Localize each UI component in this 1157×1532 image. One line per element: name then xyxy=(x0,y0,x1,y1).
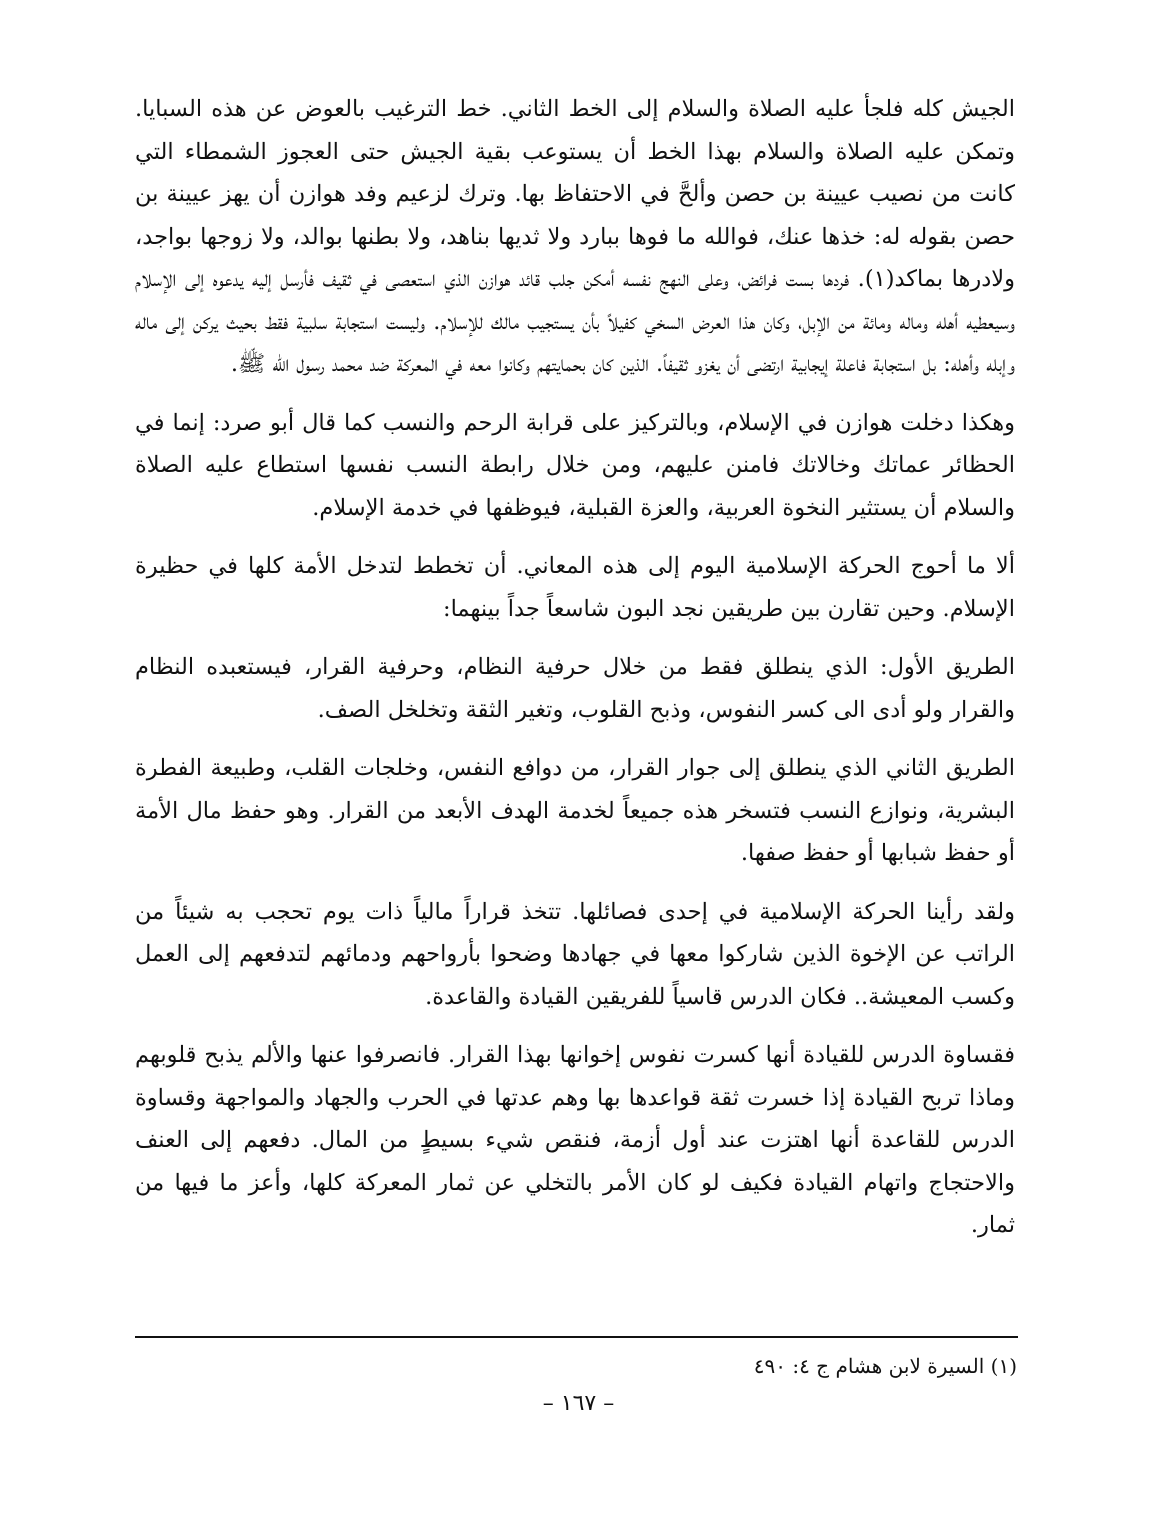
footnote-divider xyxy=(135,1336,1018,1338)
paragraph: ألا ما أحوج الحركة الإسلامية اليوم إلى هذه المعاني. أن تخطط لتدخل الأمة كلها في حظيرة الإسلام. وحين تقارن بين طريقين نجد البون شاسعاً جداً بينهما: xyxy=(135,553,1015,622)
page-body xyxy=(135,88,1015,1263)
paragraph: وهكذا دخلت هوازن في الإسلام، وبالتركيز على قرابة الرحم والنسب كما قال أبو صرد: إنما في الحظائر عماتك وخالاتك فامنن عليهم، ومن خلال رابطة النسب نفسها استطاع عليه الصلاة والسلام أن يستثير النخوة العربية، والعزة القبلية، فيوظفها في خدمة الإسلام. xyxy=(135,409,1015,521)
footnote: (١) السيرة لابن هشام ج ٤: ٤٩٠ xyxy=(753,1354,1017,1378)
paragraph: الطريق الثاني الذي ينطلق إلى جوار القرار، من دوافع النفس، وخلجات القلب، وطبيعة الفطرة البشرية، ونوازع النسب فتسخر هذه جميعاً لخدمة الهدف الأبعد من القرار. وهو حفظ مال الأمة أو حفظ شبابها أو حفظ صفها. xyxy=(135,755,1015,866)
paragraph: فقساوة الدرس للقيادة أنها كسرت نفوس إخوانها بهذا القرار. فانصرفوا عنها والألم يذبح قلوبهم وماذا تربح القيادة إذا خسرت ثقة قواعدها بها وهم عدتها في الحرب والجهاد والمواجهة وقساوة الدرس للقاعدة أنها اهتزت عند أول أزمة، فنقص شيء بسيطٍ من المال. دفعهم إلى العنف والاحتجاج واتهام القيادة فكيف لو كان الأمر بالتخلي عن ثمار المعركة كلها، وأعز ما فيها من ثمار. xyxy=(135,1042,1015,1238)
paragraph: ولقد رأينا الحركة الإسلامية في إحدى فصائلها. تتخذ قراراً مالياً ذات يوم تحجب به شيئاً من الراتب عن الإخوة الذين شاركوا معها في جهادها وضحوا بأرواحهم ودمائهم لتدفعهم إلى العمل وكسب المعيشة.. فكان الدرس قاسياً للفريقين القيادة والقاعدة. xyxy=(135,898,1015,1010)
paragraph: الطريق الأول: الذي ينطلق فقط من خلال حرفية النظام، وحرفية القرار، فيستعبده النظام والقرار ولو أدى الى كسر النفوس، وذبح القلوب، وتغير الثقة وتخلخل الصف. xyxy=(135,654,1015,723)
paragraph: الجيش كله فلجأ عليه الصلاة والسلام إلى الخط الثاني. خط الترغيب بالعوض عن هذه السبايا. وتمكن عليه الصلاة والسلام بهذا الخط أن يستوعب بقية الجيش حتى العجوز الشمطاء التي كانت من نصيب عيينة بن حصن وألحَّ في الاحتفاظ بها. وترك لزعيم وفد هوازن أن يهز عيينة بن حصن بقوله له: خذها عنك، فوالله ما فوها ببارد ولا ثديها بناهد، ولا بطنها بوالد، ولا زوجها بواجد، ولادرها بماكد(١). فردها بست فرائض، وعلى النهج نفسه أمكن جلب قائد هوازن الذي استعصى في ثقيف فأرسل إليه يدعوه إلى الإسلام وسيعطيه أهله وماله ومائة من الإبل، وكان هذا العرض السخي كفيلاً بأن يستجيب مالك للإسلام. وليست استجابة سلبية فقط بحيث يركن إلى ماله وإبله وأهله: بل استجابة فاعلة إيجابية ارتضى أن يغزو ثقيفاً. الذين كان بحمايتهم وكانوا معه في المعركة ضد محمد رسول الله ﷺ. xyxy=(135,96,1015,377)
page-number: – ١٦٧ – xyxy=(542,1391,615,1416)
